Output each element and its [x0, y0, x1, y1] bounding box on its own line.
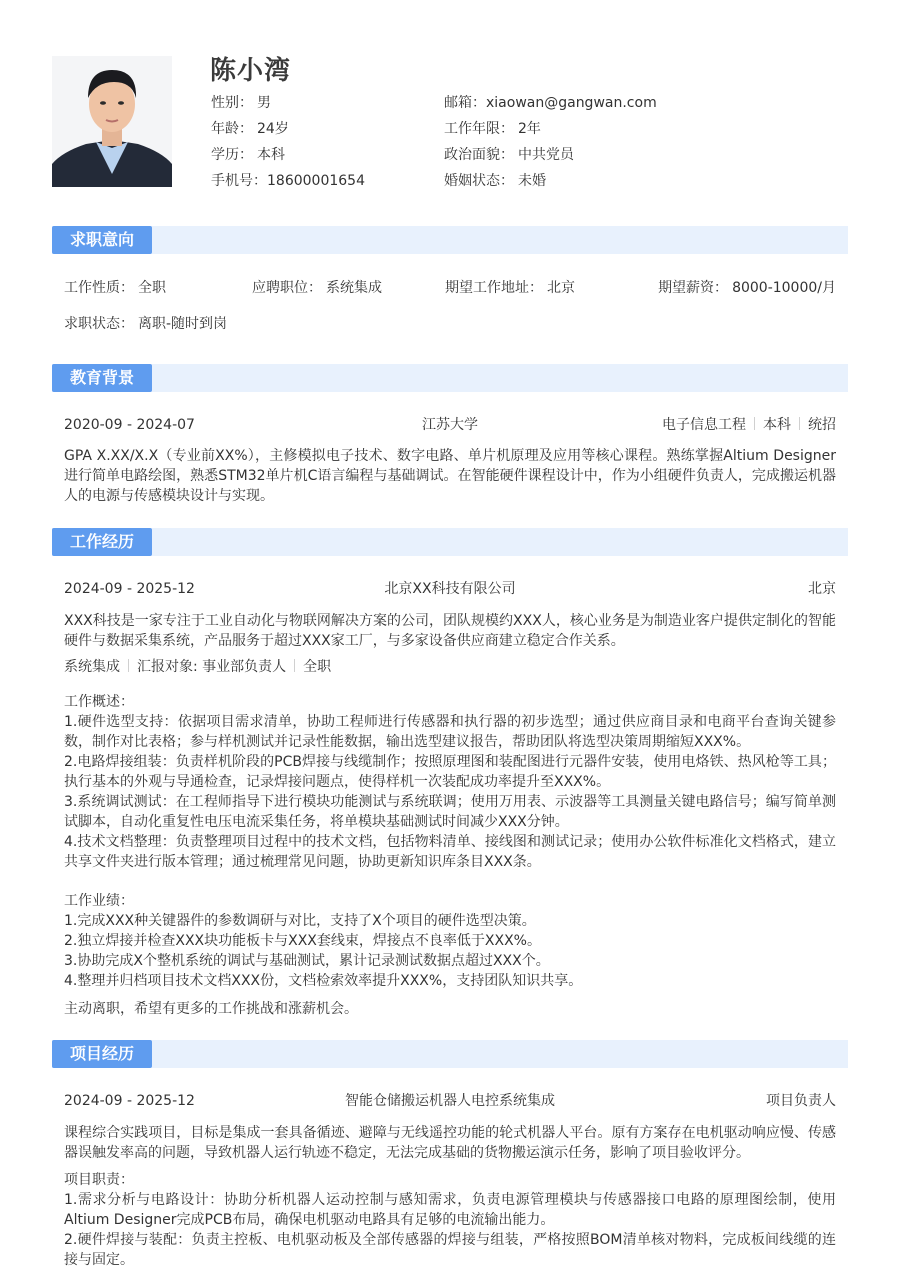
intent-value: 离职-随时到岗 — [138, 316, 228, 332]
work-achievement-item: 3.协助完成X个整机系统的调试与基础测试，累计记录测试数据点超过XXX个。 — [64, 953, 550, 969]
education-degree: 本科 — [763, 417, 791, 433]
intent-value: 北京 — [547, 280, 575, 296]
company-description: XXX科技是一家专注于工业自动化与物联网解决方案的公司，团队规模约XXX人，核心业务是为制造业客户提供定制化的智能硬件与数据采集系统，产品服务于超过XXX家工厂，与多家设备供应商建立稳定合作关系。 — [64, 613, 836, 649]
intent-value: 全职 — [138, 280, 166, 296]
education-period: 2020-09 - 2024-07 — [64, 417, 195, 433]
work-achievement-item: 1.完成XXX种关键器件的参数调研与对比，支持了X个项目的硬件选型决策。 — [64, 913, 536, 929]
work-tag: 全职 — [303, 659, 332, 675]
education-school: 江苏大学 — [422, 417, 478, 433]
info-value: xiaowan@gangwan.com — [486, 95, 657, 111]
education-details — [662, 415, 836, 435]
info-value: 2年 — [518, 121, 541, 137]
intent-label: 求职状态： — [64, 316, 134, 332]
education-major: 电子信息工程 — [662, 417, 746, 433]
work-tag: 汇报对象: 事业部负责人 — [137, 659, 287, 675]
section-header-intent — [52, 226, 848, 254]
leave-reason: 主动离职，希望有更多的工作挑战和涨薪机会。 — [64, 1001, 358, 1017]
candidate-name: 陈小湾 — [210, 56, 292, 86]
info-gender — [211, 93, 365, 119]
work-summary-row — [64, 579, 836, 599]
work-achievement-item: 4.整理并归档项目技术文档XXX份，文档检索效率提升XXX%，支持团队知识共享。 — [64, 973, 583, 989]
intent-value: 8000-10000/月 — [732, 280, 836, 296]
work-achievement-item: 2.独立焊接并检查XXX块功能板卡与XXX套线束，焊接点不良率低于XXX%。 — [64, 933, 541, 949]
intent-work-type — [64, 278, 166, 298]
divider — [799, 417, 800, 430]
project-duty-item: 2.硬件焊接与装配：负责主控板、电机驱动板及全部传感器的焊接与组装，严格按照BOM清单核对物料，完成板间线缆的连接与固定。 — [64, 1232, 836, 1268]
work-company: 北京XX科技有限公司 — [384, 581, 516, 597]
section-header-education — [52, 364, 848, 392]
section-title: 项目经历 — [52, 1040, 152, 1068]
info-value: 中共党员 — [518, 147, 574, 163]
intent-label: 应聘职位： — [252, 280, 322, 296]
intent-salary — [658, 278, 836, 298]
intent-label: 工作性质： — [64, 280, 134, 296]
work-tags — [64, 657, 836, 677]
person-portrait-icon — [52, 56, 172, 187]
work-overview — [64, 692, 836, 872]
basic-info-left — [211, 93, 365, 197]
project-duties — [64, 1170, 836, 1270]
info-label: 婚姻状态： — [444, 173, 514, 189]
work-period: 2024-09 - 2025-12 — [64, 581, 195, 597]
project-role: 项目负责人 — [766, 1093, 836, 1109]
divider — [294, 659, 295, 672]
section-title: 工作经历 — [52, 528, 152, 556]
work-overview-item: 3.系统调试测试：在工程师指导下进行模块功能测试与系统联调；使用万用表、示波器等工具测量关键电路信号；编写简单测试脚本，自动化重复性电压电流采集任务，将单模块基础测试时间减少XXX分钟。 — [64, 794, 836, 830]
info-label: 政治面貌： — [444, 147, 514, 163]
info-label: 学历： — [211, 147, 253, 163]
info-political-status — [444, 145, 657, 171]
info-label: 性别： — [211, 95, 253, 111]
education-description: GPA X.XX/X.X（专业前XX%），主修模拟电子技术、数字电路、单片机原理及应用等核心课程。熟练掌握Altium Designer进行简单电路绘图，熟悉STM32单片机C语言编程与基础调试。在智能硬件课程设计中，作为小组硬件负责人，完成搬运机器人的电源与传感模块设计与实现。 — [64, 448, 836, 504]
work-overview-item: 4.技术文档整理：负责整理项目过程中的技术文档，包括物料清单、接线图和测试记录；使用办公软件标准化文档格式，建立共享文件夹进行版本管理；通过梳理常见问题，协助更新知识库条目XXX条。 — [64, 834, 836, 870]
info-phone — [211, 171, 365, 197]
info-email — [444, 93, 657, 119]
info-value: 男 — [257, 95, 271, 111]
work-city: 北京 — [808, 581, 836, 597]
info-label: 工作年限： — [444, 121, 514, 137]
section-header-work — [52, 528, 848, 556]
intent-label: 期望薪资： — [658, 280, 729, 296]
project-summary-row — [64, 1091, 836, 1111]
section-header-project — [52, 1040, 848, 1068]
work-achievements-title: 工作业绩： — [64, 893, 134, 909]
profile-header — [52, 48, 848, 188]
work-tag: 系统集成 — [64, 659, 120, 675]
intent-position — [252, 278, 382, 298]
info-label: 年龄： — [211, 121, 253, 137]
project-description: 课程综合实践项目，目标是集成一套具备循迹、避障与无线遥控功能的轮式机器人平台。原有方案存在电机驱动响应慢、传感器误触发率高的问题，导致机器人运行轨迹不稳定，无法完成基础的货物搬运演示任务，影响了项目验收评分。 — [64, 1125, 836, 1161]
info-work-years — [444, 119, 657, 145]
info-value: 未婚 — [518, 173, 546, 189]
info-education — [211, 145, 365, 171]
info-value: 24岁 — [257, 121, 289, 137]
info-value: 本科 — [257, 147, 285, 163]
info-label: 邮箱： — [444, 95, 486, 111]
intent-value: 系统集成 — [326, 280, 382, 296]
intent-location — [445, 278, 575, 298]
education-summary-row — [64, 415, 836, 435]
project-duty-item: 1.需求分析与电路设计：协助分析机器人运动控制与感知需求，负责电源管理模块与传感器接口电路的原理图绘制，使用Altium Designer完成PCB布局，确保电机驱动电路具有足够的电流输出能力。 — [64, 1192, 836, 1228]
intent-label: 期望工作地址： — [445, 280, 543, 296]
work-overview-title: 工作概述： — [64, 694, 134, 710]
project-name: 智能仓储搬运机器人电控系统集成 — [345, 1093, 555, 1109]
work-achievements — [64, 891, 836, 991]
project-duties-title: 项目职责： — [64, 1172, 134, 1188]
work-overview-item: 1.硬件选型支持：依据项目需求清单，协助工程师进行传感器和执行器的初步选型；通过供应商目录和电商平台查询关键参数，制作对比表格；参与样机测试并记录性能数据，输出选型建议报告，帮助团队将选型决策周期缩短XXX%。 — [64, 714, 836, 750]
basic-info-right — [444, 93, 657, 197]
avatar-photo — [52, 56, 172, 187]
info-marital-status — [444, 171, 657, 197]
education-type: 统招 — [808, 417, 836, 433]
work-overview-item: 2.电路焊接组装：负责样机阶段的PCB焊接与线缆制作；按照原理图和装配图进行元器件安装，使用电烙铁、热风枪等工具；执行基本的外观与导通检查，记录焊接问题点，使得样机一次装配成功率提升至XXX%。 — [64, 754, 836, 790]
section-title: 教育背景 — [52, 364, 152, 392]
intent-status — [64, 314, 227, 334]
info-age — [211, 119, 365, 145]
info-value: 18600001654 — [267, 173, 365, 189]
divider — [128, 659, 129, 672]
project-period: 2024-09 - 2025-12 — [64, 1093, 195, 1109]
divider — [754, 417, 755, 430]
section-title: 求职意向 — [52, 226, 152, 254]
info-label: 手机号： — [211, 173, 267, 189]
